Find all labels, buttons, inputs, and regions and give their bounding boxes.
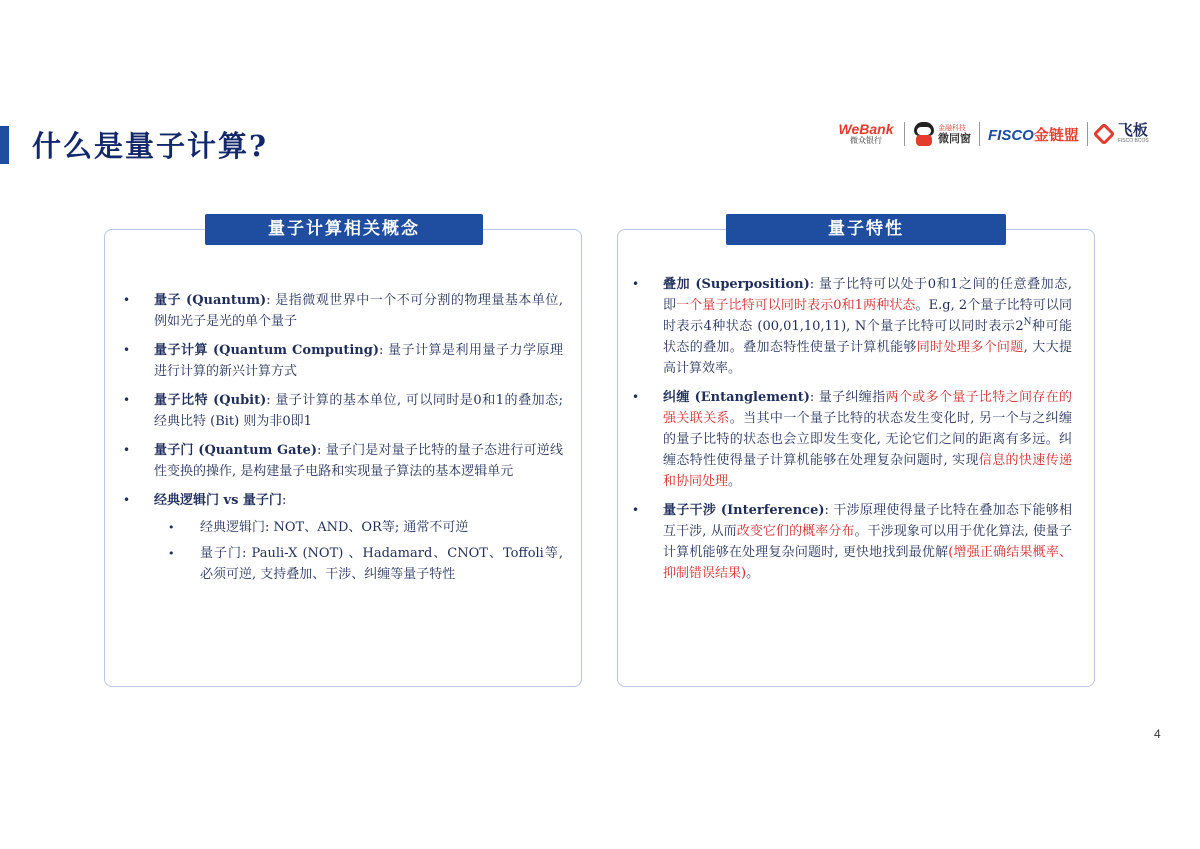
page-title: 什么是量子计算? <box>32 129 268 163</box>
item-text: 是指微观世界中一个不可分割的物理量基本单位, 例如光子是光的单个量子 <box>154 293 564 329</box>
mascot-logo-name: 微同窗 <box>938 132 971 145</box>
concepts-panel <box>104 219 582 687</box>
webank-logo-name: WeBank <box>838 121 894 137</box>
concepts-panel-header: 量子计算相关概念 <box>205 214 483 245</box>
item-text: 种可能状态的叠加。叠加态特性使量子计算机能够 <box>663 319 1072 355</box>
highlight-text: 改变它们的概率分布 <box>736 524 855 539</box>
list-item <box>123 340 563 382</box>
webank-logo-cn: 微众银行 <box>850 136 882 145</box>
item-text: 。当其中一个量子比特的状态发生变化时, 另一个与之纠缠的量子比特的状态也会立即发生变化, 无论它们之间的距离有多远。纠缠态特性使得量子计算机能够在处理复杂问题时, 实现 <box>663 411 1072 468</box>
item-term: 量子门 (Quantum Gate) <box>154 443 317 458</box>
list-item-interference <box>632 500 1072 584</box>
highlight-text: 一个量子比特可以同时表示0和1两种状态 <box>676 298 916 313</box>
feiban-logo-cn: 飞板 <box>1117 122 1148 139</box>
mascot-logo <box>913 122 971 146</box>
item-text: 。干涉现象可以用于优化算法, 使量子计算机能够在处理复杂问题时, 更快地找到最优解 <box>663 524 1072 560</box>
penguin-mascot-icon <box>913 122 935 146</box>
item-text: 量子计算是利用量子力学原理进行计算的新兴计算方式 <box>154 343 563 379</box>
item-text: 。E.g, 2个量子比特可以同时表示4种状态 (00,01,10,11), N个量子比特可以同时表示2 <box>663 298 1072 334</box>
item-sep: : <box>316 443 326 458</box>
fisco-logo-en: FISCO <box>988 126 1034 144</box>
sub-list-item: • 经典逻辑门: NOT、AND、OR等; 通常不可逆 <box>154 517 563 538</box>
highlight-text: 同时处理多个问题 <box>916 340 1024 355</box>
item-sep: : <box>379 343 389 358</box>
page-number: 4 <box>1154 727 1161 741</box>
mascot-logo-top: 金融科技 <box>938 124 966 132</box>
webank-logo <box>836 122 896 146</box>
item-text: 。 <box>728 474 742 489</box>
item-term: 量子干涉 (Interference) <box>663 503 825 518</box>
item-text: : 量子纠缠指 <box>809 390 886 405</box>
list-item <box>123 290 563 332</box>
item-term: 纠缠 (Entanglement) <box>663 390 810 405</box>
list-item <box>123 490 563 585</box>
item-text: 量子计算的基本单位, 可以同时是0和1的叠加态; 经典比特 (Bit) 则为非0即1 <box>154 393 564 429</box>
list-item-superposition <box>632 274 1072 379</box>
list-item <box>123 440 563 482</box>
logo-divider <box>979 122 980 146</box>
sub-list-item: • 量子门: Pauli-X (NOT) 、Hadamard、CNOT、Toffoli等, 必须可逆, 支持叠加、干涉、纠缠等量子特性 <box>154 543 563 585</box>
logo-divider <box>904 122 905 146</box>
partner-logos <box>836 117 1149 151</box>
highlight-text: 信息的快速传递和协同处理 <box>663 453 1072 489</box>
list-item-entanglement <box>632 387 1072 492</box>
item-sep: : <box>266 293 276 308</box>
fisco-logo-cn: 金链盟 <box>1033 126 1079 144</box>
feiban-logo <box>1096 123 1149 145</box>
item-term: 量子 (Quantum) <box>154 293 267 308</box>
highlight-text: (增强正确结果概率、抑制错误结果) <box>663 545 1072 581</box>
list-item <box>123 390 563 432</box>
item-text: 量子门是对量子比特的量子态进行可逆线性变换的操作, 是构建量子电路和实现量子算法的基本逻辑单元 <box>154 443 563 479</box>
item-term: 经典逻辑门 vs 量子门 <box>154 493 282 508</box>
gate-comparison-list <box>154 517 563 585</box>
fisco-logo <box>988 124 1079 145</box>
feiban-diamond-icon <box>1093 123 1116 146</box>
item-text: 。 <box>746 566 760 581</box>
item-term: 量子比特 (Qubit) <box>154 393 267 408</box>
item-text: : 量子比特可以处于0和1之间的任意叠加态, 即 <box>663 277 1073 313</box>
properties-list <box>632 274 1072 592</box>
properties-panel <box>617 219 1095 687</box>
properties-panel-header: 量子特性 <box>726 214 1006 245</box>
concepts-list <box>123 290 563 593</box>
feiban-logo-en: FISCO BCOS <box>1117 138 1149 144</box>
title-accent-bar <box>0 126 9 164</box>
item-term: 叠加 (Superposition) <box>663 277 810 292</box>
logo-divider <box>1087 122 1088 146</box>
item-sep: : <box>266 393 276 408</box>
item-term: 量子计算 (Quantum Computing) <box>154 343 379 358</box>
item-text: : 干涉原理使得量子比特在叠加态下能够相互干涉, 从而 <box>663 503 1073 539</box>
item-sep: : <box>281 493 287 508</box>
exponent: N <box>1023 317 1032 328</box>
highlight-text: 两个或多个量子比特之间存在的强关联关系 <box>663 390 1072 426</box>
item-text: , 大大提高计算效率。 <box>663 340 1072 376</box>
